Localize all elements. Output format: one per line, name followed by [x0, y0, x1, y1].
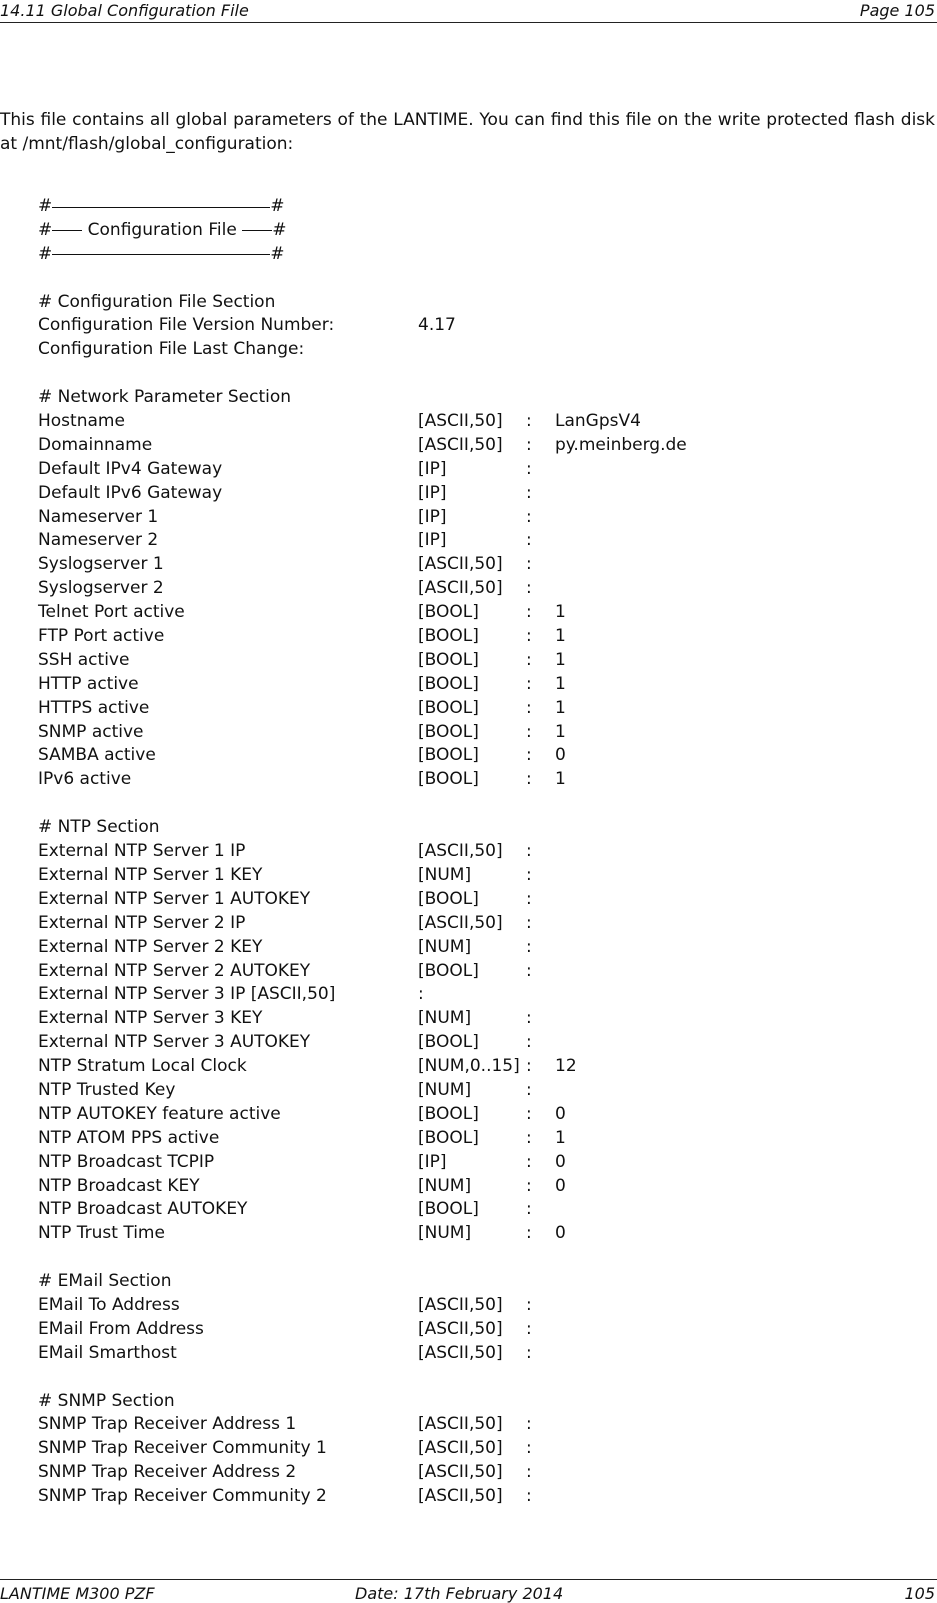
footer-date: Date: 17th February 2014 — [355, 1584, 564, 1603]
param-type: [ASCII,50] — [418, 1438, 503, 1459]
param-value: 0 — [555, 1151, 566, 1172]
param-separator: : — [526, 411, 532, 432]
param-name: EMail From Address — [38, 1318, 204, 1339]
param-type: [BOOL] — [418, 649, 479, 670]
param-value: 0 — [555, 1103, 566, 1124]
param-type: [ASCII,50] — [418, 434, 503, 455]
param-separator: : — [526, 841, 532, 862]
param-separator: : — [526, 888, 532, 909]
param-type: [IP] — [418, 458, 447, 479]
header-section-title: 14.11 Global Configuration File — [0, 1, 249, 20]
param-type: [BOOL] — [418, 1199, 479, 1220]
param-name: Nameserver 2 — [38, 530, 159, 551]
param-value: 1 — [555, 673, 566, 694]
param-type: [BOOL] — [418, 1032, 479, 1053]
param-name: NTP Broadcast KEY — [38, 1175, 200, 1196]
param-name: External NTP Server 1 KEY — [38, 864, 263, 885]
param-type: [NUM] — [418, 1079, 472, 1100]
param-separator: : — [526, 673, 532, 694]
param-type: [BOOL] — [418, 697, 479, 718]
param-name: Default IPv6 Gateway — [38, 482, 223, 503]
param-separator: : — [526, 1486, 532, 1507]
param-separator: : — [526, 1199, 532, 1220]
param-separator: : — [526, 1079, 532, 1100]
param-type: [NUM] — [418, 936, 472, 957]
param-name: External NTP Server 1 IP — [38, 841, 246, 862]
param-name: NTP Broadcast AUTOKEY — [38, 1199, 248, 1220]
param-type: [ASCII,50] — [418, 1486, 503, 1507]
param-separator: : — [526, 745, 532, 766]
param-separator: : — [526, 936, 532, 957]
param-name: External NTP Server 3 AUTOKEY — [38, 1032, 311, 1053]
page-header — [0, 0, 937, 23]
param-name: NTP Trusted Key — [38, 1079, 176, 1100]
param-name: NTP Stratum Local Clock — [38, 1056, 247, 1077]
param-separator: : — [526, 602, 532, 623]
param-separator: : — [526, 458, 532, 479]
param-name: SAMBA active — [38, 745, 156, 766]
param-name: HTTP active — [38, 673, 139, 694]
header-page-number: Page 105 — [859, 1, 935, 20]
param-name: External NTP Server 3 IP [ASCII,50] — [38, 984, 336, 1005]
param-name: Telnet Port active — [38, 602, 185, 623]
param-name: Default IPv4 Gateway — [38, 458, 223, 479]
param-type: [BOOL] — [418, 673, 479, 694]
param-value: 1 — [555, 602, 566, 623]
param-separator: : — [526, 482, 532, 503]
param-value: py.meinberg.de — [555, 434, 687, 455]
param-name: EMail Smarthost — [38, 1342, 177, 1363]
param-name: FTP Port active — [38, 626, 165, 647]
param-type: [ASCII,50] — [418, 1462, 503, 1483]
param-separator: : — [526, 1151, 532, 1172]
param-separator: : — [526, 1032, 532, 1053]
param-name: EMail To Address — [38, 1294, 180, 1315]
param-type: [IP] — [418, 1151, 447, 1172]
param-type: [ASCII,50] — [418, 841, 503, 862]
param-value: 1 — [555, 769, 566, 790]
param-type: [ASCII,50] — [418, 578, 503, 599]
param-separator: : — [526, 1127, 532, 1148]
param-type: [NUM] — [418, 864, 472, 885]
intro-paragraph: This file contains all global parameters of the LANTIME. You can find this file on the write protected flash disk at /mnt/flash/global_configuration: — [0, 110, 935, 154]
param-type: [ASCII,50] — [418, 912, 503, 933]
param-separator: : — [526, 960, 532, 981]
param-type: [IP] — [418, 482, 447, 503]
footer-page-number: 105 — [904, 1584, 935, 1603]
param-value: 1 — [555, 1127, 566, 1148]
param-separator: : — [526, 649, 532, 670]
param-type: [NUM,0..15] — [418, 1056, 520, 1077]
param-type: [ASCII,50] — [418, 1414, 503, 1435]
param-name: Syslogserver 2 — [38, 578, 164, 599]
param-separator: : — [526, 626, 532, 647]
param-separator: : — [526, 1056, 532, 1077]
param-name: SNMP Trap Receiver Address 2 — [38, 1462, 297, 1483]
param-separator: : — [526, 1008, 532, 1029]
param-separator: : — [526, 1294, 532, 1315]
param-separator: : — [526, 1318, 532, 1339]
banner-title: Configuration File — [87, 219, 237, 240]
param-name: External NTP Server 2 AUTOKEY — [38, 960, 311, 981]
param-type: [NUM] — [418, 1223, 472, 1244]
param-value: 12 — [555, 1056, 577, 1077]
page-footer — [0, 1579, 937, 1602]
param-type: [BOOL] — [418, 602, 479, 623]
param-name: HTTPS active — [38, 697, 150, 718]
param-type: [NUM] — [418, 1008, 472, 1029]
param-type: : — [418, 984, 424, 1005]
param-name: Syslogserver 1 — [38, 554, 164, 575]
param-value: 1 — [555, 626, 566, 647]
param-value: LanGpsV4 — [555, 411, 641, 432]
param-name: External NTP Server 2 KEY — [38, 936, 263, 957]
param-name: NTP AUTOKEY feature active — [38, 1103, 281, 1124]
param-type: [IP] — [418, 506, 447, 527]
footer-product: LANTIME M300 PZF — [0, 1584, 155, 1603]
param-name: NTP ATOM PPS active — [38, 1127, 220, 1148]
param-separator: : — [526, 1175, 532, 1196]
param-name: External NTP Server 2 IP — [38, 912, 246, 933]
param-separator: : — [526, 506, 532, 527]
param-name: External NTP Server 3 KEY — [38, 1008, 263, 1029]
param-type: [ASCII,50] — [418, 1318, 503, 1339]
param-type: [IP] — [418, 530, 447, 551]
param-type: [BOOL] — [418, 1127, 479, 1148]
param-separator: : — [526, 1223, 532, 1244]
param-type: [BOOL] — [418, 626, 479, 647]
param-separator: : — [526, 721, 532, 742]
param-type: [BOOL] — [418, 1103, 479, 1124]
param-separator: : — [526, 578, 532, 599]
param-separator: : — [526, 864, 532, 885]
param-name: IPv6 active — [38, 769, 132, 790]
version-value: 4.17 — [418, 315, 456, 336]
param-name: SNMP Trap Receiver Address 1 — [38, 1414, 297, 1435]
param-type: [BOOL] — [418, 745, 479, 766]
param-type: [ASCII,50] — [418, 411, 503, 432]
param-separator: : — [526, 1462, 532, 1483]
param-value: 1 — [555, 649, 566, 670]
param-name: SSH active — [38, 649, 130, 670]
param-separator: : — [526, 554, 532, 575]
param-type: [BOOL] — [418, 960, 479, 981]
param-name: NTP Broadcast TCPIP — [38, 1151, 215, 1172]
param-type: [BOOL] — [418, 769, 479, 790]
param-separator: : — [526, 530, 532, 551]
param-value: 1 — [555, 697, 566, 718]
param-type: [ASCII,50] — [418, 1342, 503, 1363]
param-name: NTP Trust Time — [38, 1223, 165, 1244]
param-type: [ASCII,50] — [418, 554, 503, 575]
param-separator: : — [526, 1438, 532, 1459]
param-type: [ASCII,50] — [418, 1294, 503, 1315]
param-name: Nameserver 1 — [38, 506, 159, 527]
param-name: SNMP Trap Receiver Community 1 — [38, 1438, 327, 1459]
param-name: SNMP active — [38, 721, 144, 742]
param-name: Hostname — [38, 411, 125, 432]
param-value: 0 — [555, 1223, 566, 1244]
param-type: [NUM] — [418, 1175, 472, 1196]
param-name: Domainname — [38, 434, 153, 455]
param-type: [BOOL] — [418, 721, 479, 742]
param-type: [BOOL] — [418, 888, 479, 909]
param-separator: : — [526, 912, 532, 933]
param-name: External NTP Server 1 AUTOKEY — [38, 888, 311, 909]
param-value: 1 — [555, 721, 566, 742]
param-separator: : — [526, 1103, 532, 1124]
param-separator: : — [526, 1342, 532, 1363]
param-value: 0 — [555, 745, 566, 766]
param-name: SNMP Trap Receiver Community 2 — [38, 1486, 327, 1507]
param-separator: : — [526, 769, 532, 790]
param-separator: : — [526, 434, 532, 455]
param-separator: : — [526, 697, 532, 718]
param-value: 0 — [555, 1175, 566, 1196]
param-separator: : — [526, 1414, 532, 1435]
